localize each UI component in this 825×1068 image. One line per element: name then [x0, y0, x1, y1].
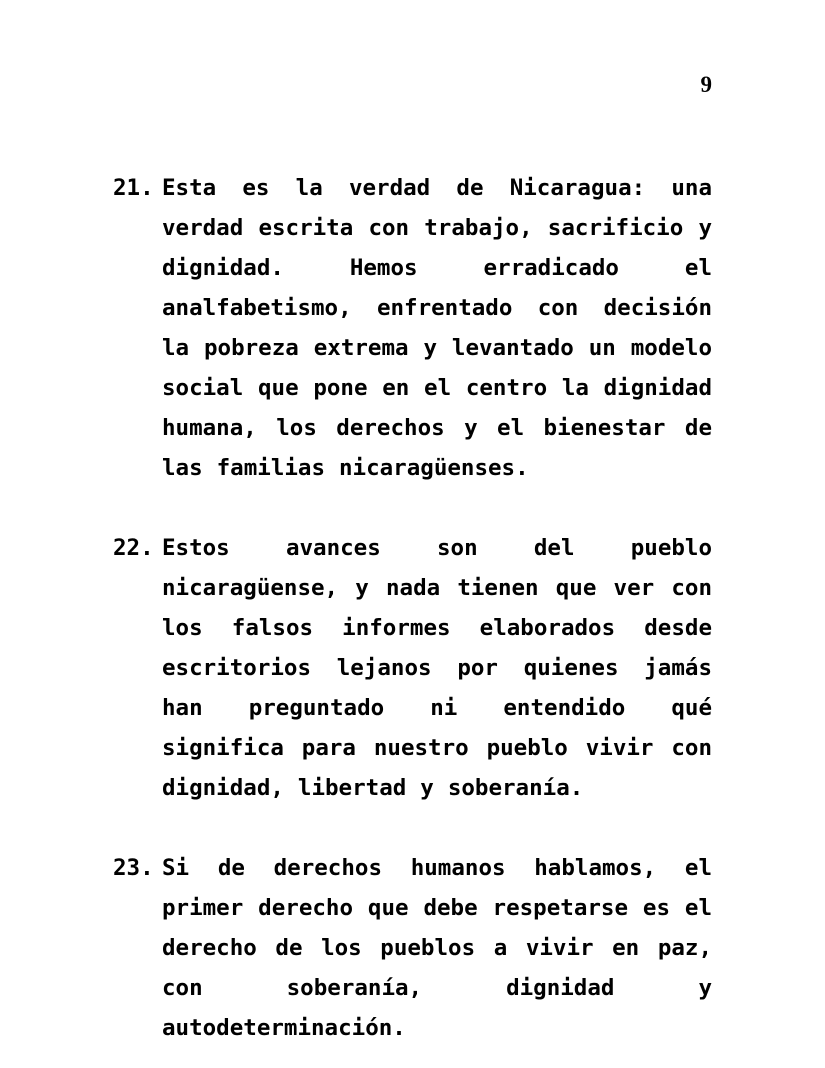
numbered-paragraph [113, 848, 712, 1048]
document-body [113, 168, 712, 1048]
page-number: 9 [700, 72, 712, 97]
paragraph-number: 23. [113, 855, 154, 881]
numbered-paragraph [113, 528, 712, 808]
paragraph-text: Si de derechos humanos hablamos, el primer derecho que debe respetarse es el derecho de los pueblos a vivir en paz, con soberanía, dignidad y autodeterminación. [162, 855, 712, 1041]
paragraph-number: 21. [113, 175, 154, 201]
numbered-paragraph [113, 168, 712, 488]
paragraph-number: 22. [113, 535, 154, 561]
paragraph-text: Estos avances son del pueblo nicaragüense, y nada tienen que ver con los falsos informes elaborados desde escritorios lejanos por quienes jamás han preguntado ni entendido qué significa para nuestro pueblo vivir con dignidad, libertad y soberanía. [162, 535, 712, 801]
paragraph-text: Esta es la verdad de Nicaragua: una verdad escrita con trabajo, sacrificio y dignidad. Hemos erradicado el analfabetismo, enfrentado con decisión la pobreza extrema y levantado un modelo social que pone en el centro la dignidad humana, los derechos y el bienestar de las familias nicaragüenses. [162, 175, 712, 481]
